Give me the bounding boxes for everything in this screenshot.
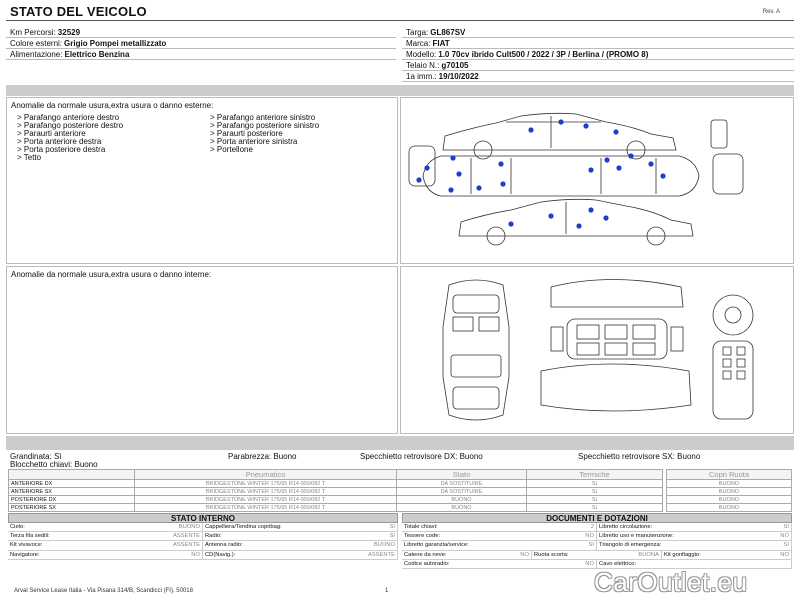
right-info-label: Telaio N.:: [406, 61, 440, 70]
stato_interno-value: NO: [191, 551, 200, 558]
table-row: [9, 496, 663, 504]
tyres-header-stato: Stato: [397, 470, 527, 480]
right-info-value: 19/10/2022: [438, 72, 479, 81]
grid-row: [8, 523, 398, 532]
documenti-label: Tessere code:: [404, 533, 441, 540]
copri-ruota-value: BUONO: [667, 496, 792, 504]
grid-cell: [662, 551, 792, 559]
external-diagram-panel: [400, 97, 794, 264]
left-info-block: [6, 27, 396, 60]
stato-interno-grid: [8, 523, 398, 560]
stato_interno-label: Terza fila sedili:: [10, 533, 50, 540]
tyre-model: BRIDGESTONE WINTER 175/65 R14 000/082 T: [135, 504, 397, 512]
grid-cell: [402, 560, 597, 568]
documenti-label: Triangolo di emergenza:: [599, 542, 662, 549]
grid-row: [8, 551, 398, 560]
documenti-title: DOCUMENTI E DOTAZIONI: [402, 513, 792, 523]
stato_interno-label: Radio:: [205, 533, 222, 540]
table-row: [667, 504, 792, 512]
tyre-model: BRIDGESTONE WINTER 175/65 R14 000/082 T: [135, 488, 397, 496]
damage-item: > Portellone: [210, 145, 253, 154]
tyre-stato: DA SOSTITUIRE: [397, 480, 527, 488]
damage-item: > Porta posteriore destra: [17, 145, 106, 154]
grid-cell: [532, 551, 662, 559]
damage-marker: [588, 167, 593, 172]
damage-marker: [528, 127, 533, 132]
damage-item: > Parafango posteriore destro: [17, 121, 124, 130]
damage-item: > Parafango posteriore sinistro: [210, 121, 320, 130]
right-info-value: g70105: [441, 61, 469, 70]
documenti-label: Libretto circolazione:: [599, 524, 653, 531]
left-info-value: Elettrico Benzina: [64, 50, 130, 59]
internal-diagram-panel: [400, 266, 794, 434]
stato_interno-value: SI: [389, 524, 395, 531]
damage-marker: [628, 153, 633, 158]
grid-cell: [597, 523, 792, 531]
internal-damage-panel: [6, 266, 398, 434]
damage-item: > Porta anteriore destra: [17, 137, 102, 146]
documenti-value: NO: [780, 551, 789, 558]
right-info-row: [402, 27, 794, 38]
copri-ruota-value: BUONO: [667, 480, 792, 488]
tyre-termiche: SI: [527, 480, 663, 488]
documenti-value: BUONA: [638, 551, 659, 558]
watermark-logo: CarOutlet.eu: [594, 567, 748, 597]
damage-item: > Parafango anteriore destro: [17, 113, 120, 122]
cond-specchietto-sx: Specchietto retrovisore SX: Buono: [578, 452, 701, 461]
copri-ruota-table: [666, 469, 792, 512]
documenti-value: SI: [783, 524, 789, 531]
stato_interno-value: ASSENTE: [367, 551, 395, 558]
external-damage-list-2: [210, 114, 319, 154]
grid-row: [402, 551, 792, 560]
stato-interno-title: STATO INTERNO: [8, 513, 398, 523]
tyre-stato: DA SOSTITUIRE: [397, 488, 527, 496]
stato_interno-label: Cappelliera/Tendina copribag:: [205, 524, 282, 531]
right-info-block: [402, 27, 794, 82]
tyres-header-pos: [9, 470, 135, 480]
grid-cell: [203, 541, 398, 549]
documenti-label: Libretto uso e manutenzione:: [599, 533, 674, 540]
table-row: [9, 488, 663, 496]
internal-damage-title: Anomalie da normale usura,extra usura o danno interne:: [11, 270, 212, 279]
right-info-value: 1.0 70cv ibrido Cult500 / 2022 / 3P / Berlina / (PROMO 8): [438, 50, 649, 59]
copri-ruota-header: Copri Ruota: [667, 470, 792, 480]
documenti-label: Ruota scorta:: [534, 551, 569, 558]
table-row: [9, 480, 663, 488]
left-info-value: Grigio Pompei metallizzato: [64, 39, 167, 48]
cond-blocchetto: Blocchetto chiavi: Buono: [10, 460, 98, 469]
right-info-row: [402, 38, 794, 49]
section-divider-bar: [6, 85, 794, 96]
damage-item: > Parafango anteriore sinistro: [210, 113, 316, 122]
damage-item: > Porta anteriore sinistra: [210, 137, 298, 146]
grid-row: [402, 541, 792, 550]
documenti-value: NO: [780, 533, 789, 540]
grid-cell: [402, 541, 597, 549]
documenti-value: SI: [783, 542, 789, 549]
damage-marker: [558, 119, 563, 124]
page-title: STATO DEL VEICOLO: [10, 4, 147, 19]
tyre-position: POSTERIORE DX: [9, 496, 135, 504]
stato_interno-label: Navigatore:: [10, 551, 40, 558]
right-info-row: [402, 49, 794, 60]
external-damage-panel: [6, 97, 398, 264]
grid-row: [402, 532, 792, 541]
damage-item: > Tetto: [17, 153, 42, 162]
documenti-label: Catene da neve:: [404, 551, 447, 558]
tyre-stato: BUONO: [397, 496, 527, 504]
grid-cell: [8, 541, 203, 549]
grid-cell: [402, 532, 597, 540]
left-info-row: [6, 49, 396, 60]
documenti-label: Totale chiavi:: [404, 524, 438, 531]
documenti-label: Codice autoradio:: [404, 560, 450, 567]
left-info-label: Colore esterni:: [10, 39, 63, 48]
documenti-value: 2: [590, 524, 594, 531]
left-info-value: 32529: [57, 28, 81, 37]
cond-grandinata: Grandinata: Sì: [10, 452, 62, 461]
right-info-row: [402, 71, 794, 82]
right-info-value: GL867SV: [430, 28, 466, 37]
grid-cell: [597, 541, 792, 549]
stato_interno-value: ASSENTE: [172, 542, 200, 549]
tyres-header-pneumatico: Pneumatico: [135, 470, 397, 480]
table-row: [9, 504, 663, 512]
grid-cell: [8, 551, 203, 559]
documenti-label: Cavo elettrico:: [599, 560, 637, 567]
right-info-label: Modello:: [406, 50, 437, 59]
footer-company: Arval Service Lease Italia - Via Pisana 314/B, Scandicci (FI), 50018: [14, 588, 193, 594]
damage-marker: [576, 223, 581, 228]
damage-marker: [500, 181, 505, 186]
copri-ruota-value: BUONO: [667, 488, 792, 496]
documenti-grid: [402, 523, 792, 569]
damage-marker: [616, 165, 621, 170]
tyre-stato: BUONO: [397, 504, 527, 512]
damage-marker: [508, 221, 513, 226]
documenti-value: NO: [585, 560, 594, 567]
grid-cell: [8, 532, 203, 540]
table-row: [667, 480, 792, 488]
tyre-termiche: SI: [527, 504, 663, 512]
stato_interno-label: Cielo:: [10, 524, 25, 531]
grid-cell: [203, 532, 398, 540]
damage-marker: [604, 157, 609, 162]
right-info-label: 1a imm.:: [406, 72, 437, 81]
copri-ruota-value: BUONO: [667, 504, 792, 512]
grid-cell: [203, 523, 398, 531]
left-info-label: Alimentazione:: [10, 50, 63, 59]
tyres-header-termiche: Termiche: [527, 470, 663, 480]
table-row: [667, 496, 792, 504]
title-divider: [6, 20, 794, 21]
tyre-model: BRIDGESTONE WINTER 175/65 R14 000/082 T: [135, 480, 397, 488]
damage-marker: [498, 161, 503, 166]
tyre-termiche: SI: [527, 496, 663, 504]
footer-page: 1: [385, 588, 389, 594]
right-info-value: FIAT: [432, 39, 450, 48]
tyre-position: POSTERIORE SX: [9, 504, 135, 512]
damage-marker: [660, 173, 665, 178]
left-info-row: [6, 27, 396, 38]
left-info-label: Km Percorsi:: [10, 28, 56, 37]
grid-cell: [8, 523, 203, 531]
damage-marker: [476, 185, 481, 190]
damage-marker: [583, 123, 588, 128]
grid-row: [402, 523, 792, 532]
damage-marker: [456, 171, 461, 176]
conditions-bar: [6, 436, 794, 450]
documenti-label: Kit gonfiaggio:: [664, 551, 701, 558]
damage-marker: [548, 213, 553, 218]
cond-parabrezza: Parabrezza: Buono: [228, 452, 297, 461]
tyre-position: ANTERIORE DX: [9, 480, 135, 488]
grid-cell: [203, 551, 398, 559]
documenti-value: NO: [585, 533, 594, 540]
damage-marker: [450, 155, 455, 160]
damage-marker: [448, 187, 453, 192]
stato_interno-value: BUONO: [178, 524, 200, 531]
documenti-value: SI: [588, 542, 594, 549]
damage-marker: [424, 165, 429, 170]
right-info-label: Marca:: [406, 39, 431, 48]
tyre-model: BRIDGESTONE WINTER 175/65 R14 000/082 T: [135, 496, 397, 504]
table-row: [667, 488, 792, 496]
stato_interno-label: CD(Navig.):: [205, 551, 236, 558]
grid-row: [8, 532, 398, 541]
stato_interno-value: SI: [389, 533, 395, 540]
stato_interno-label: Kit vivavoce:: [10, 542, 43, 549]
revision-label: Rev. A: [762, 9, 780, 15]
documenti-value: NO: [520, 551, 529, 558]
damage-marker: [613, 129, 618, 134]
tyre-termiche: SI: [527, 488, 663, 496]
left-info-row: [6, 38, 396, 49]
damage-item: > Paraurti posteriore: [210, 129, 283, 138]
right-info-row: [402, 60, 794, 71]
damage-marker: [416, 177, 421, 182]
stato_interno-value: BUONO: [373, 542, 395, 549]
grid-row: [8, 541, 398, 550]
damage-marker: [603, 215, 608, 220]
damage-marker: [588, 207, 593, 212]
car-interior-diagram: [401, 267, 793, 433]
damage-marker: [648, 161, 653, 166]
cond-specchietto-dx: Specchietto retrovisore DX: Buono: [360, 452, 483, 461]
grid-cell: [402, 551, 532, 559]
damage-item: > Paraurti anteriore: [17, 129, 86, 138]
external-damage-title: Anomalie da normale usura,extra usura o danno esterne:: [11, 101, 214, 110]
car-exterior-diagram: [401, 98, 793, 263]
external-damage-list-1: [17, 114, 123, 162]
grid-cell: [597, 532, 792, 540]
right-info-label: Targa:: [406, 28, 429, 37]
stato_interno-value: ASSENTE: [172, 533, 200, 540]
stato_interno-label: Antenna radio:: [205, 542, 243, 549]
tyre-position: ANTERIORE SX: [9, 488, 135, 496]
grid-cell: [402, 523, 597, 531]
tyres-table: [8, 469, 663, 512]
documenti-label: Libretto garanzia/service:: [404, 542, 469, 549]
